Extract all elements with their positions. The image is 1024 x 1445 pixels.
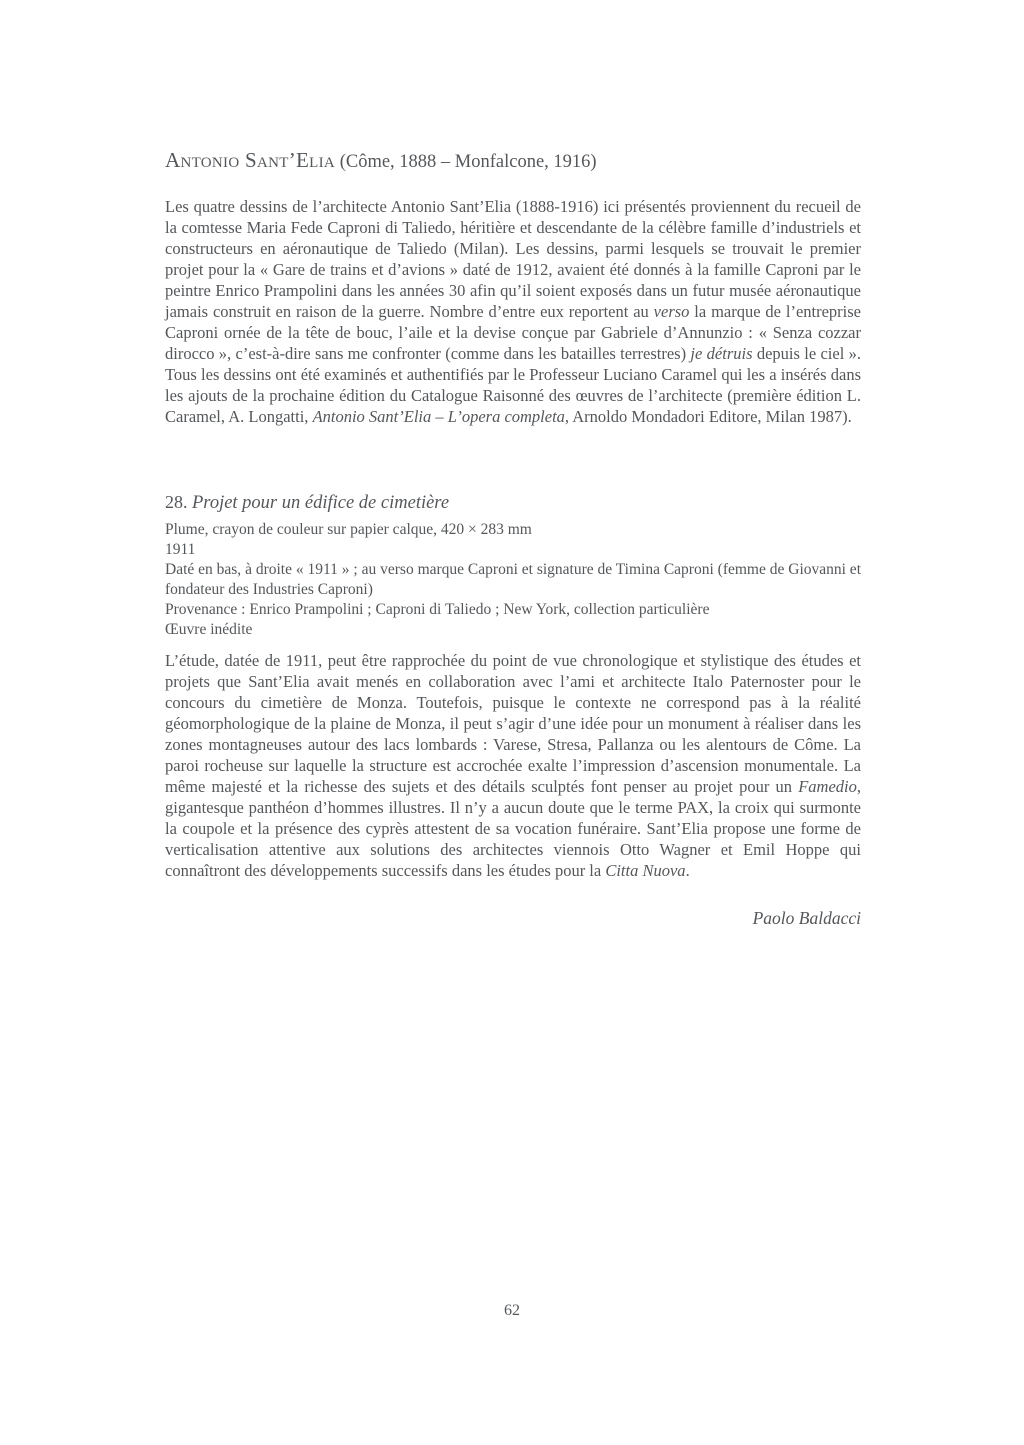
artist-name: Antonio Sant’Elia xyxy=(165,148,336,172)
author-signature: Paolo Baldacci xyxy=(752,908,861,928)
catalog-provenance: Provenance : Enrico Prampolini ; Caproni di Taliedo ; New York, collection particulière xyxy=(165,601,710,618)
artist-dates: (Côme, 1888 – Monfalcone, 1916) xyxy=(339,152,597,172)
catalog-title: Projet pour un édifice de cimetière xyxy=(192,493,450,513)
catalog-entry-heading xyxy=(165,492,861,514)
intro-paragraph: Les quatre dessins de l’architecte Antonio Sant’Elia (1888-1916) ici présentés proviennent du recueil de la comtesse Maria Fede Caproni di Taliedo, héritière et descendante de la célèbre famille d’industriels et constructeurs en aéronautique de Taliedo (Milan). Les dessins, parmi lesquels se trouvait le premier projet pour la « Gare de trains et d’avions » daté de 1912, avaient été donnés à la famille Caproni par le peintre Enrico Prampolini dans les années 30 afin qu’il soient exposés dans un futur musée aéronautique jamais construit en raison de la guerre. Nombre d’entre eux reportent au verso la marque de l’entreprise Caproni ornée de la tête de bouc, l’aile et la devise conçue par Gabriele d’Annunzio : « Senza cozzar dirocco », c’est-à-dire sans me confronter (comme dans les batailles terrestres) je détruis depuis le ciel ». Tous les dessins ont été examinés et authentifiés par le Professeur Luciano Caramel qui les a insérés dans les ajouts de la prochaine édition du Catalogue Raisonné des œuvres de l’architecte (première édition L. Caramel, A. Longatti, Antonio Sant’Elia – L’opera completa, Arnoldo Mondadori Editore, Milan 1987). xyxy=(165,197,861,426)
catalog-medium: Plume, crayon de couleur sur papier calque, 420 × 283 mm xyxy=(165,521,532,538)
page-number: 62 xyxy=(504,1302,520,1319)
entry-header xyxy=(165,148,861,173)
commentary-paragraph: L’étude, datée de 1911, peut être rapprochée du point de vue chronologique et stylistique des études et projets que Sant’Elia avait menés en collaboration avec l’ami et architecte Italo Paternoster pour le concours du cimetière de Monza. Toutefois, puisque le contexte ne correspond pas à la réalité géomorphologique de la plaine de Monza, il peut s’agir d’une idée pour un monument à réaliser dans les zones montagneuses autour des lacs lombards : Varese, Stresa, Pallanza ou les alentours de Côme. La paroi rocheuse sur laquelle la structure est accrochée exalte l’impression d’ascension monumentale. La même majesté et la richesse des sujets et des détails sculptés font penser au projet pour un Famedio, gigantesque panthéon d’hommes illustres. Il n’y a aucun doute que le terme PAX, la croix qui surmonte la coupole et la présence des cyprès attestent de sa vocation funéraire. Sant’Elia propose une forme de verticalisation attentive aux solutions des architectes viennois Otto Wagner et Emil Hoppe qui connaîtront des développements successifs dans les études pour la Citta Nuova. xyxy=(165,651,861,880)
catalog-number: 28. xyxy=(165,492,188,512)
catalog-status: Œuvre inédite xyxy=(165,621,253,638)
catalog-inscription: Daté en bas, à droite « 1911 » ; au verso marque Caproni et signature de Timina Caproni (femme de Giovanni et fondateur des Industries Caproni) xyxy=(165,561,861,598)
catalog-details xyxy=(165,520,861,640)
catalog-year: 1911 xyxy=(165,541,196,558)
